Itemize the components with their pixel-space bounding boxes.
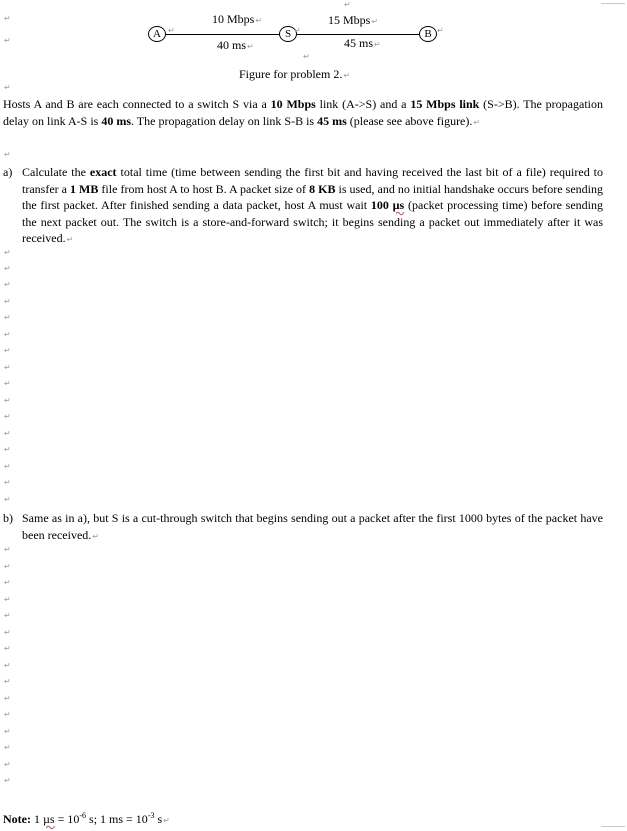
host-a-node: A <box>148 26 166 42</box>
paragraph-mark: ↵ <box>4 363 11 372</box>
paragraph-mark: ↵ <box>4 644 11 653</box>
part-b-question: b) Same as in a), but S is a cut-through switch that begins sending out a packet after the first 1000 bytes of the packet have been received.↵ <box>3 511 603 542</box>
figure-caption: Figure for problem 2.↵ <box>239 67 351 81</box>
paragraph-mark: ↵ <box>4 743 11 752</box>
paragraph-mark: ↵ <box>4 727 11 736</box>
paragraph-mark: ↵ <box>4 694 11 703</box>
problem-intro-paragraph: Hosts A and B are each connected to a switch S via a 10 Mbps link (A->S) and a 15 Mbps link (S->B). The propagation delay on link A-S is 40 ms. The propagation delay on link S-B is 45 ms (please see above figure).↵ <box>3 97 603 128</box>
paragraph-mark: ↵ <box>4 150 11 159</box>
paragraph-mark: ↵ <box>4 36 11 45</box>
page-corner-bottom <box>601 826 625 830</box>
units-note: Note: 1 $\mu s = 10^{-6}$ s; 1 ms = $10^{-3}$ s↵ <box>3 811 170 826</box>
paragraph-mark: ↵ <box>168 26 175 35</box>
paragraph-mark: ↵ <box>4 562 11 571</box>
paragraph-mark: ↵ <box>4 495 11 504</box>
paragraph-mark: ↵ <box>4 396 11 405</box>
page-corner-top <box>601 0 625 4</box>
paragraph-mark: ↵ <box>4 346 11 355</box>
link-line-a-s <box>166 34 280 35</box>
paragraph-mark: ↵ <box>4 264 11 273</box>
paragraph-mark: ↵ <box>4 776 11 785</box>
part-a-question: a) Calculate the exact total time (time between sending the first bit and having received the last bit of a file) required to transfer a 1 MB file from host A to host B. A packet size of 8 KB is used, and no initial handshake occurs before sending the first packet. After finished sending a data packet, host A must wait 100 µs (packet processing time) before sending the next packet out. The switch is a store-and-forward switch; it begins sending a packet out immediately after it was received.↵ <box>3 165 603 245</box>
paragraph-mark: ↵ <box>4 462 11 471</box>
paragraph-mark: ↵ <box>4 412 11 421</box>
paragraph-mark: ↵ <box>437 26 444 35</box>
note-label: Note: <box>3 812 31 826</box>
paragraph-mark: ↵ <box>4 379 11 388</box>
paragraph-mark: ↵ <box>4 330 11 339</box>
paragraph-mark: ↵ <box>4 313 11 322</box>
paragraph-mark: ↵ <box>344 0 351 9</box>
link-a-s-delay: 40 ms↵ <box>217 38 254 52</box>
paragraph-mark: ↵ <box>4 710 11 719</box>
paragraph-mark: ↵ <box>4 14 11 23</box>
paragraph-mark: ↵ <box>4 611 11 620</box>
link-s-b-rate: 15 Mbps↵ <box>328 13 379 27</box>
link-line-s-b <box>297 34 419 35</box>
paragraph-mark: ↵ <box>4 429 11 438</box>
part-b-label: b) <box>3 511 13 525</box>
link-a-s-rate: 10 Mbps↵ <box>212 12 263 26</box>
paragraph-mark: ↵ <box>4 545 11 554</box>
part-a-label: a) <box>3 165 13 179</box>
paragraph-mark: ↵ <box>4 248 11 257</box>
paragraph-mark: ↵ <box>4 628 11 637</box>
paragraph-mark: ↵ <box>4 280 11 289</box>
paragraph-mark: ↵ <box>4 677 11 686</box>
paragraph-mark: ↵ <box>4 595 11 604</box>
paragraph-mark: ↵ <box>4 297 11 306</box>
paragraph-mark: ↵ <box>4 478 11 487</box>
paragraph-mark: ↵ <box>4 661 11 670</box>
link-s-b-delay: 45 ms↵ <box>344 36 381 50</box>
paragraph-mark: ↵ <box>303 52 310 61</box>
paragraph-mark: ↵ <box>4 578 11 587</box>
paragraph-mark: ↵ <box>4 445 11 454</box>
paragraph-mark: ↵ <box>4 83 11 92</box>
host-b-node: B <box>419 26 437 42</box>
paragraph-mark: ↵ <box>4 760 11 769</box>
paragraph-mark: ↵ <box>294 26 301 35</box>
switch-s-node: S <box>279 26 297 42</box>
